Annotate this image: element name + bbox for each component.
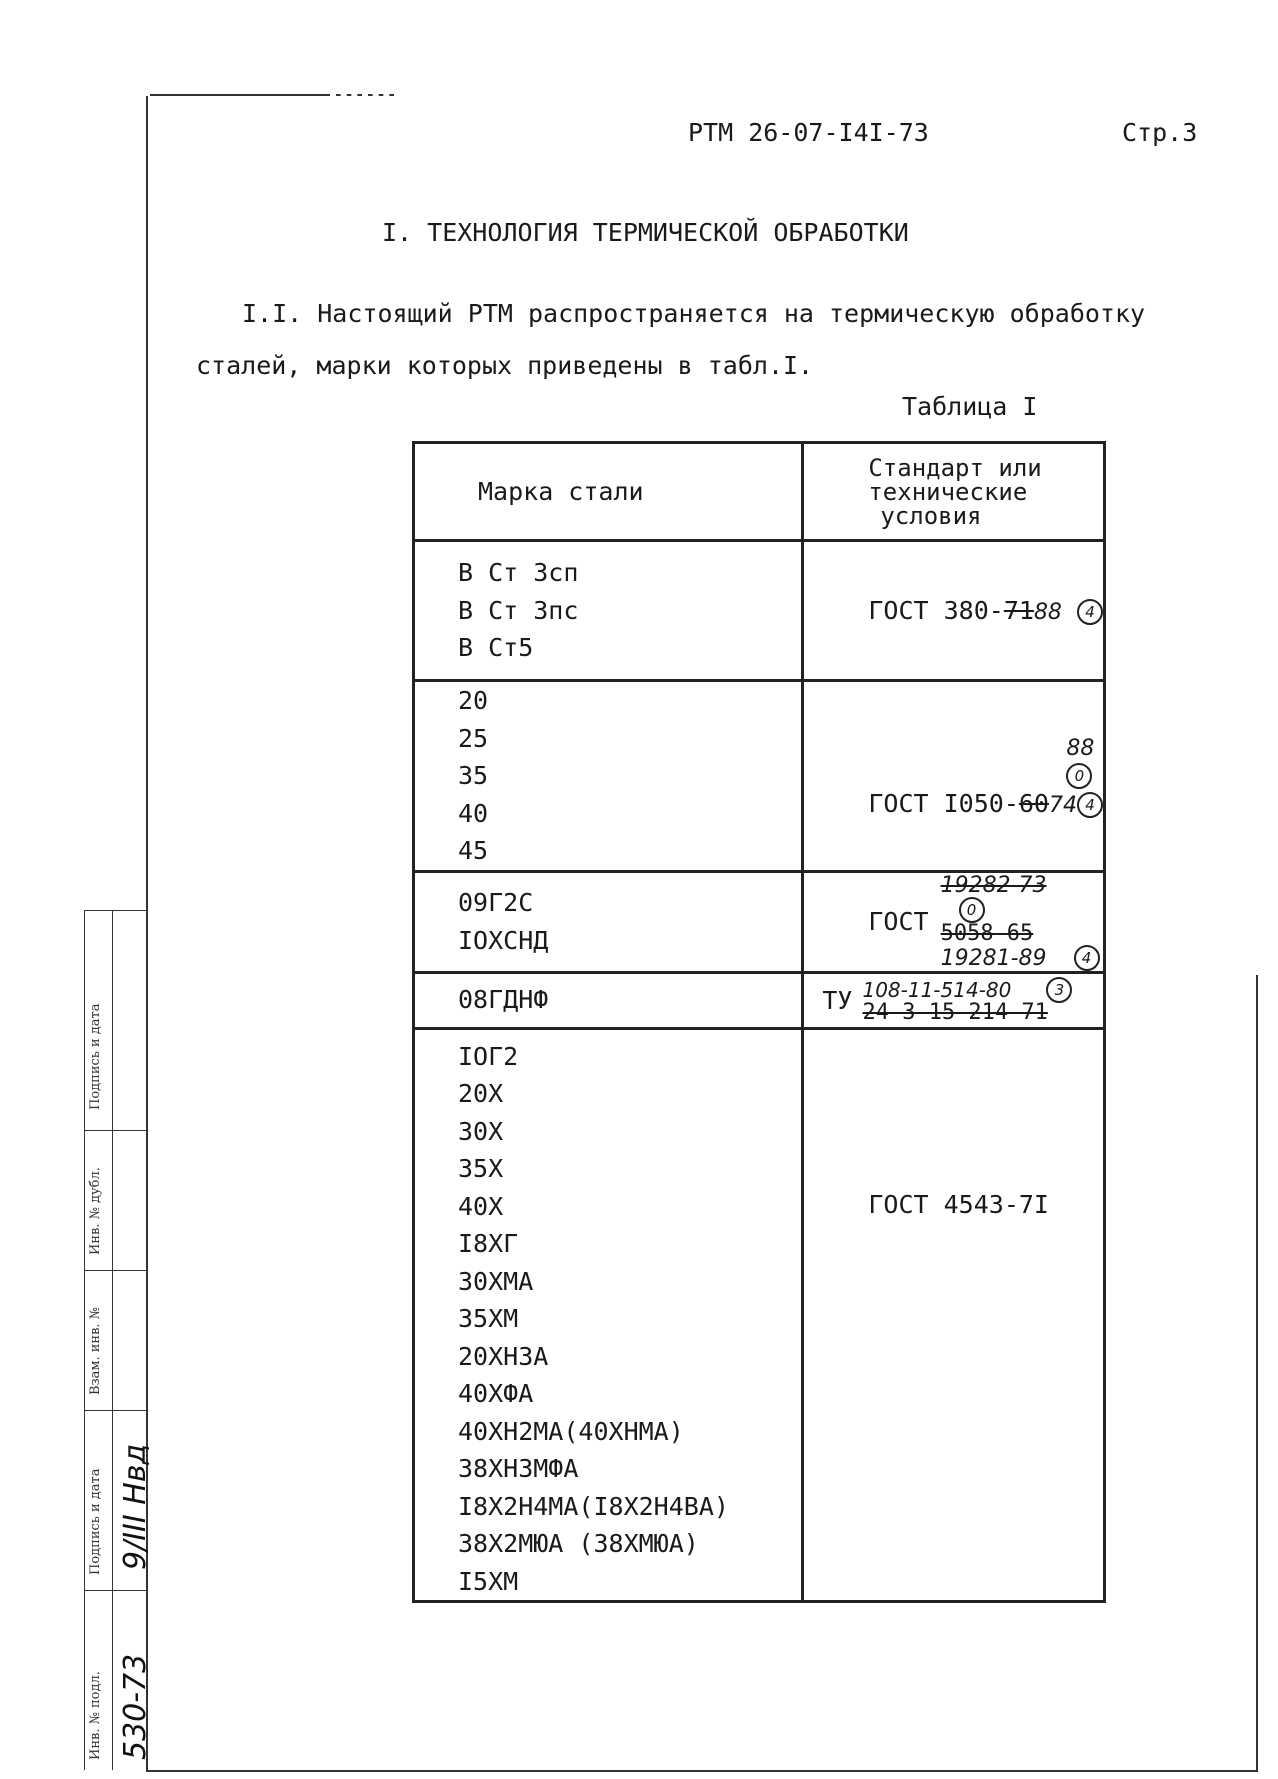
table-row [414, 681, 1105, 872]
struck-value: 71 [1003, 596, 1034, 625]
header-grade-cell [414, 443, 803, 541]
struck-value: 5058-65 [940, 920, 1034, 946]
grade-list [458, 554, 801, 667]
document-code: РТМ 26-07-I4I-73 [688, 118, 929, 147]
standard-prefix: ГОСТ [868, 907, 929, 936]
stamp-label: Подпись и дата [88, 1468, 103, 1575]
grade-item: В Ст 3сп [458, 558, 579, 588]
standard-cell [803, 1028, 1105, 1602]
grade-item: 08ГДНФ [458, 985, 549, 1015]
revision-mark: 0 [1066, 763, 1092, 789]
grade-cell [414, 972, 803, 1028]
standard-value: ГОСТ 4543-7I [868, 1189, 1049, 1219]
table-header-row [414, 443, 1105, 541]
grade-list [458, 884, 801, 959]
grade-item: I8ХГ [458, 1229, 519, 1258]
grade-item: 45 [458, 836, 489, 865]
paragraph-1-1 [196, 288, 1196, 392]
page-number: Стр.3 [1122, 118, 1198, 147]
standard-cell [803, 871, 1105, 972]
standard-prefix: ГОСТ I050- [868, 788, 1019, 818]
grade-list [458, 1038, 801, 1601]
standard-value [868, 873, 1103, 971]
revision-mark: 3 [1046, 977, 1072, 1003]
table-row [414, 541, 1105, 681]
table-row [414, 1028, 1105, 1602]
correction-line-top [941, 873, 1103, 923]
grade-item: 35ХМ [458, 1304, 519, 1333]
grade-list [458, 682, 801, 870]
grade-cell [414, 871, 803, 972]
grade-cell [414, 1028, 803, 1602]
struck-value: 60 [1018, 788, 1049, 818]
grade-item: 30ХМА [458, 1266, 534, 1296]
paragraph-line-1: I.I. Настоящий РТМ распространяется на термическую обработку [242, 299, 1146, 328]
revision-mark: 0 [959, 897, 985, 923]
header-standard-line-2: технические [868, 477, 1028, 506]
struck-handwritten-value: 19282-73 [940, 872, 1047, 898]
handwritten-correction: 74 [1048, 792, 1077, 818]
grade-item: 20 [458, 686, 489, 715]
standard-cell [803, 972, 1105, 1028]
grade-item: 35 [458, 761, 489, 790]
grade-item: В Ст 3пс [458, 595, 579, 625]
grade-item: 40ХН2МА(40ХНМА) [458, 1416, 684, 1446]
revision-mark: 4 [1077, 599, 1103, 625]
grade-item: 20Х [458, 1079, 504, 1108]
margin-stamp [84, 910, 153, 1770]
stamp-label: Инв. № дубл. [88, 1167, 103, 1255]
grade-item: 20ХН3А [458, 1341, 549, 1371]
header-grade-label: Марка стали [478, 477, 644, 506]
table-row [414, 972, 1105, 1028]
stamp-row-line [84, 1270, 148, 1271]
stamp-column-line [112, 910, 113, 1770]
standard-cell [803, 681, 1105, 872]
standard-cell [803, 541, 1105, 681]
revision-mark: 4 [1074, 945, 1100, 971]
standard-value [868, 789, 1103, 818]
correction-line-top [868, 734, 1103, 789]
stamp-handwritten-date: 9/III Нвд [118, 1443, 153, 1570]
grade-item: 40Х [458, 1191, 504, 1221]
grade-item: 40 [458, 798, 489, 828]
header-standard-line-1: Стандарт или [868, 453, 1042, 482]
frame-bottom-line [146, 1770, 1258, 1772]
standard-number-stack [941, 873, 1103, 971]
handwritten-correction: 19281-89 [940, 945, 1047, 971]
grade-item: 38Х2МЮА (38ХМЮА) [458, 1529, 699, 1558]
grade-list [458, 981, 801, 1019]
stamp-row-line [84, 910, 148, 911]
grade-item: 09Г2С [458, 888, 534, 917]
grade-item: 35Х [458, 1154, 504, 1183]
stamp-handwritten-number: 530-73 [118, 1653, 153, 1760]
paragraph-line-2: сталей, марки которых приведены в табл.I. [196, 351, 814, 380]
stamp-row-line [84, 1590, 148, 1591]
table-caption: Таблица I [902, 392, 1038, 421]
grade-item: 25 [458, 723, 489, 753]
standard-prefix: ГОСТ 380- [868, 596, 1004, 625]
frame-right-line [1256, 975, 1258, 1771]
header-standard-label [868, 453, 1103, 530]
frame-top-line [150, 94, 400, 96]
grade-item: IОГ2 [458, 1041, 519, 1071]
section-title: I. ТЕХНОЛОГИЯ ТЕРМИЧЕСКОЙ ОБРАБОТКИ [382, 218, 909, 247]
handwritten-correction: 88 [1033, 600, 1062, 625]
stamp-label: Взам. инв. № [88, 1307, 103, 1395]
standard-value [822, 977, 1103, 1023]
standard-prefix: ТУ [822, 985, 853, 1015]
grade-cell [414, 681, 803, 872]
handwritten-correction: 108-11-514-80 [862, 978, 1012, 1002]
steel-grades-table [412, 441, 1106, 1603]
grade-item: I8Х2Н4МА(I8Х2Н4ВА) [458, 1491, 729, 1521]
standard-number-stack [862, 977, 1072, 1023]
table-row [414, 871, 1105, 972]
grade-item: В Ст5 [458, 633, 534, 663]
stamp-label: Подпись и дата [88, 1003, 103, 1110]
stamp-label: Инв. № подл. [88, 1671, 103, 1760]
struck-value: 24-3-15-214-71 [862, 1000, 1048, 1025]
grade-item: IОХСНД [458, 925, 549, 955]
grade-item: 30Х [458, 1116, 504, 1146]
standard-value [868, 596, 1103, 625]
header-standard-line-3: условия [880, 501, 982, 530]
stamp-row-line [84, 1130, 148, 1131]
revision-mark: 4 [1077, 792, 1103, 818]
grade-item: I5ХМ [458, 1566, 519, 1596]
header-standard-cell [803, 443, 1105, 541]
grade-cell [414, 541, 803, 681]
stamp-column-line [84, 910, 85, 1770]
correction-line-bottom [941, 945, 1103, 971]
handwritten-correction: 88 [1066, 735, 1095, 761]
stamp-row-line [84, 1410, 148, 1411]
grade-item: 38ХН3МФА [458, 1454, 579, 1483]
grade-item: 40ХФА [458, 1379, 534, 1408]
